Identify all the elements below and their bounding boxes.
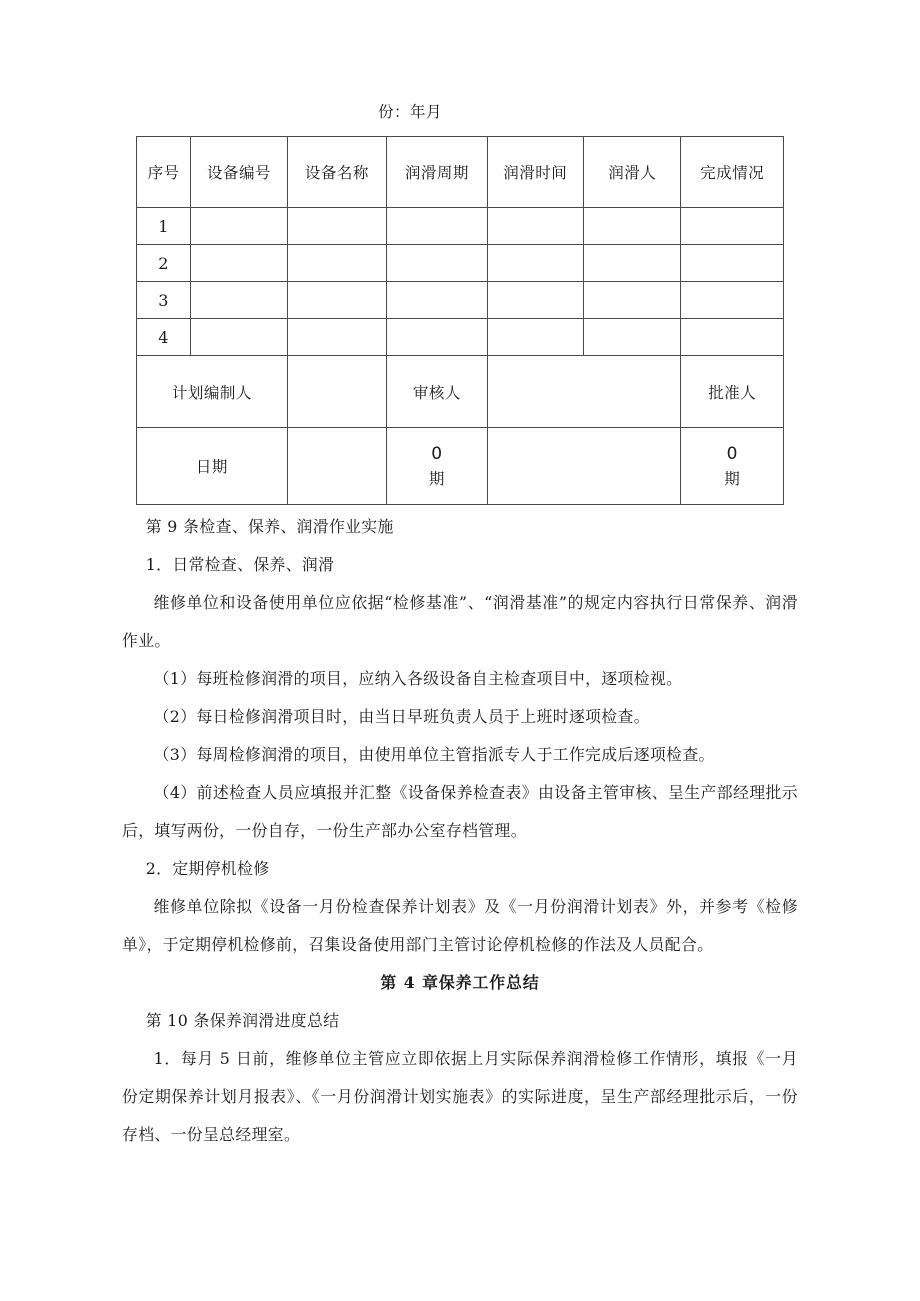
table-row[interactable] (137, 245, 784, 282)
column-header-equipment-name: 设备名称 (287, 137, 386, 208)
label-date-approver (681, 428, 784, 505)
label-planner: 计划编制人 (137, 356, 288, 428)
row-cell-lubricator[interactable] (584, 208, 681, 245)
row-cell-lubrication-cycle[interactable] (387, 208, 487, 245)
row-cell-lubrication-cycle[interactable] (387, 282, 487, 319)
label-date-reviewer-line2: 期 (428, 470, 445, 489)
article-10-item-1: 1．每月 5 日前，维修单位主管应立即依据上月实际保养润滑检修工作情形，填报《一月份定期保养计划月报表》、《一月份润滑计划实施表》的实际进度，呈生产部经理批示后，一份存档、一份呈总经理室。 (122, 1049, 798, 1144)
row-serial: 1 (137, 208, 191, 245)
value-date-reviewer[interactable] (487, 428, 681, 505)
label-date-reviewer-line1: 0 (431, 443, 443, 464)
row-cell-lubricator[interactable] (584, 245, 681, 282)
article-10-title: 第 10 条保养润滑进度总结 (145, 1011, 340, 1030)
row-cell-lubrication-cycle[interactable] (387, 319, 487, 356)
label-approver: 批准人 (681, 356, 784, 428)
label-date-approver-line1: 0 (726, 443, 738, 464)
chapter-4-title: 第 4 章保养工作总结 (380, 973, 540, 992)
item-2-title: 2．定期停机检修 (145, 859, 270, 878)
row-cell-equipment-name[interactable] (287, 208, 386, 245)
signature-row (137, 356, 784, 428)
row-cell-lubrication-time[interactable] (487, 282, 583, 319)
item-1-body: 维修单位和设备使用单位应依据“检修基准”、“润滑基准”的规定内容执行日常保养、润滑作业。 (122, 593, 798, 650)
sub-item-1: （1）每班检修润滑的项目，应纳入各级设备自主检查项目中，逐项检视。 (153, 669, 683, 688)
row-cell-equipment-no[interactable] (191, 208, 287, 245)
value-reviewer[interactable] (487, 356, 681, 428)
row-cell-lubrication-time[interactable] (487, 319, 583, 356)
row-cell-completion-status[interactable] (681, 208, 784, 245)
row-cell-lubricator[interactable] (584, 282, 681, 319)
row-cell-lubrication-time[interactable] (487, 245, 583, 282)
sub-item-4: （4）前述检查人员应填报并汇整《设备保养检查表》由设备主管审核、呈生产部经理批示后，填写两份，一份自存，一份生产部办公室存档管理。 (122, 783, 798, 840)
sub-item-3: （3）每周检修润滑的项目，由使用单位主管指派专人于工作完成后逐项检查。 (153, 745, 715, 764)
label-reviewer: 审核人 (387, 356, 487, 428)
row-serial: 2 (137, 245, 191, 282)
item-1-title: 1．日常检查、保养、润滑 (145, 555, 335, 574)
sub-item-2: （2）每日检修润滑项目时，由当日早班负责人员于上班时逐项检查。 (153, 707, 650, 726)
row-cell-equipment-no[interactable] (191, 282, 287, 319)
row-cell-lubrication-time[interactable] (487, 208, 583, 245)
row-cell-equipment-name[interactable] (287, 282, 386, 319)
row-cell-equipment-no[interactable] (191, 319, 287, 356)
row-serial: 3 (137, 282, 191, 319)
label-date-approver-line2: 期 (724, 470, 741, 489)
column-header-serial: 序号 (137, 137, 191, 208)
lubrication-plan-table (136, 136, 784, 505)
row-cell-equipment-no[interactable] (191, 245, 287, 282)
row-serial: 4 (137, 319, 191, 356)
row-cell-equipment-name[interactable] (287, 319, 386, 356)
row-cell-lubricator[interactable] (584, 319, 681, 356)
value-planner[interactable] (287, 356, 386, 428)
value-date-planner[interactable] (287, 428, 386, 505)
document-body (122, 508, 798, 1154)
row-cell-completion-status[interactable] (681, 319, 784, 356)
column-header-completion-status: 完成情况 (681, 137, 784, 208)
article-9-title: 第 9 条检查、保养、润滑作业实施 (145, 517, 394, 536)
row-cell-completion-status[interactable] (681, 245, 784, 282)
table-header-row (137, 137, 784, 208)
table-row[interactable] (137, 319, 784, 356)
table-row[interactable] (137, 282, 784, 319)
column-header-equipment-no: 设备编号 (191, 137, 287, 208)
row-cell-equipment-name[interactable] (287, 245, 386, 282)
date-row (137, 428, 784, 505)
label-date-reviewer (387, 428, 487, 505)
table-row[interactable] (137, 208, 784, 245)
label-date: 日期 (137, 428, 288, 505)
item-2-body: 维修单位除拟《设备一月份检查保养计划表》及《一月份润滑计划表》外，并参考《检修单》，于定期停机检修前，召集设备使用部门主管讨论停机检修的作法及人员配合。 (122, 897, 798, 954)
column-header-lubricator: 润滑人 (584, 137, 681, 208)
column-header-lubrication-cycle: 润滑周期 (387, 137, 487, 208)
row-cell-completion-status[interactable] (681, 282, 784, 319)
column-header-lubrication-time: 润滑时间 (487, 137, 583, 208)
row-cell-lubrication-cycle[interactable] (387, 245, 487, 282)
table-caption: 份：年月 (378, 103, 443, 121)
